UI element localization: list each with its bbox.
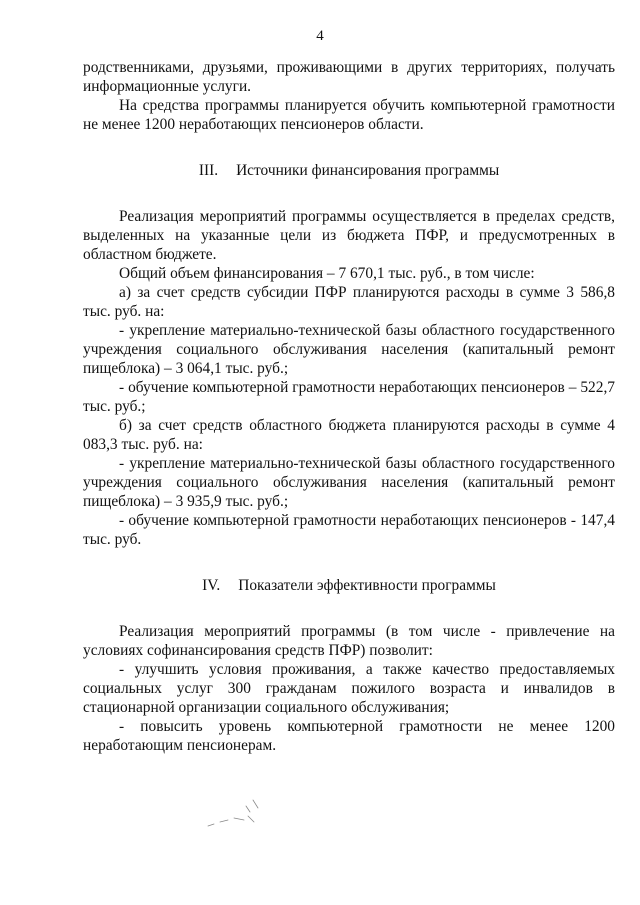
spacer (83, 134, 615, 161)
spacer (83, 595, 615, 622)
page-number: 4 (316, 28, 324, 44)
section-3-paragraph: - укрепление материально-технической базы областного государственного учреждения социального обслуживания населения (капитальный ремонт пищеблока) – 3 935,9 тыс. руб.; (83, 455, 615, 510)
section-3-number: III. (198, 162, 219, 179)
scan-artifact (198, 796, 268, 832)
section-3-paragraph: - обучение компьютерной грамотности неработающих пенсионеров – 522,7 тыс. руб.; (83, 379, 615, 415)
section-4-number: IV. (202, 577, 221, 594)
section-3-paragraph: - укрепление материально-технической базы областного государственного учреждения социального обслуживания населения (капитальный ремонт пищеблока) – 3 064,1 тыс. руб.; (83, 322, 615, 377)
section-4-heading (83, 576, 615, 595)
section-4-paragraph: - повысить уровень компьютерной грамотности не менее 1200 неработающим пенсионерам. (83, 718, 615, 754)
document-body (83, 58, 615, 755)
section-4-paragraph: - улучшить условия проживания, а также качество предоставляемых социальных услуг 300 гражданам пожилого возраста и инвалидов в стационарной организации социального обслуживания; (83, 661, 615, 716)
section-4-title: Показатели эффективности программы (238, 577, 496, 594)
intro-continuation: родственниками, друзьями, проживающими в других территориях, получать информационные услуги. (83, 59, 615, 95)
intro-training-goal: На средства программы планируется обучить компьютерной грамотности не менее 1200 неработающих пенсионеров области. (83, 97, 615, 133)
section-3-paragraph: Реализация мероприятий программы осуществляется в пределах средств, выделенных на указанные цели из бюджета ПФР, и предусмотренных в областном бюджете. (83, 208, 615, 263)
section-3-paragraph: а) за счет средств субсидии ПФР планируются расходы в сумме 3 586,8 тыс. руб. на: (83, 284, 615, 320)
section-4-paragraph: Реализация мероприятий программы (в том числе - привлечение на условиях софинансирования средств ПФР) позволит: (83, 623, 615, 659)
section-3-paragraph: б) за счет средств областного бюджета планируются расходы в сумме 4 083,3 тыс. руб. на: (83, 417, 615, 453)
section-3-paragraph: Общий объем финансирования – 7 670,1 тыс. руб., в том числе: (119, 265, 535, 282)
spacer (83, 549, 615, 576)
section-3-heading (83, 161, 615, 180)
spacer (83, 180, 615, 207)
section-3-title: Источники финансирования программы (236, 162, 500, 179)
section-3-paragraph: - обучение компьютерной грамотности неработающих пенсионеров - 147,4 тыс. руб. (83, 512, 615, 548)
